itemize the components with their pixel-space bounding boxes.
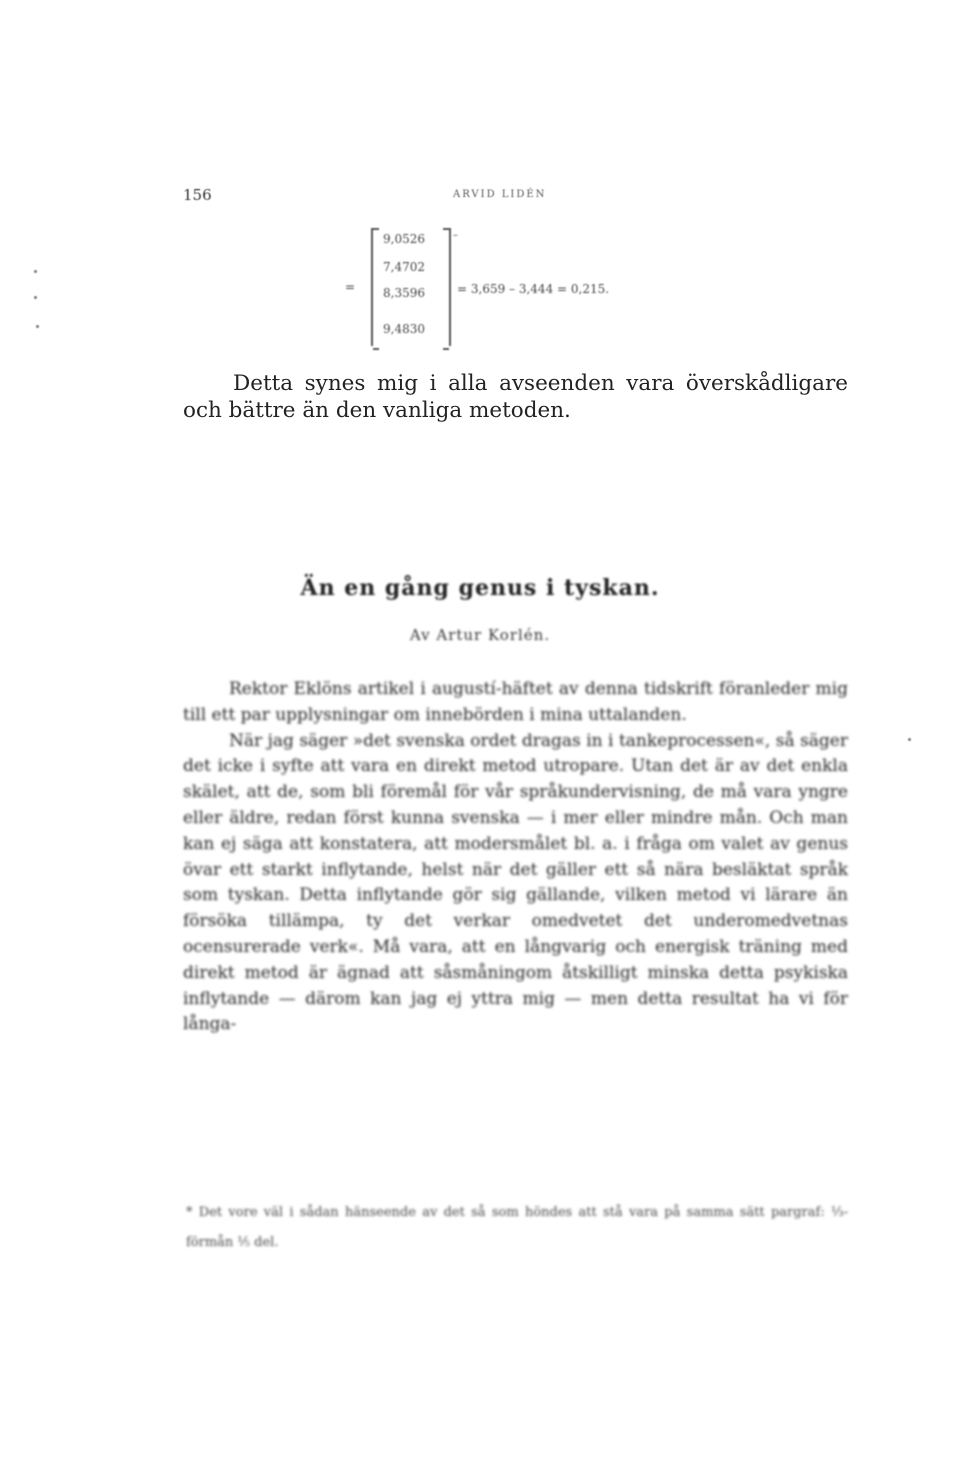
scan-speck <box>34 296 37 299</box>
intro-paragraph <box>183 370 848 424</box>
matrix-row: 9,4830 <box>383 322 425 336</box>
matrix-row: 8,3596 <box>383 286 425 300</box>
matrix-row: 9,0526 <box>383 232 425 246</box>
formula-result: = 3,659 – 3,444 = 0,215. <box>457 282 610 296</box>
matrix-superscript: – <box>453 230 458 241</box>
formula-equals: = <box>345 280 356 294</box>
scan-speck <box>908 738 911 741</box>
body-paragraph: Rektor Eklöns artikel i augustí-häftet av denna tidskrift föranleder mig till ett par upplysningar om innebörden i mina uttalanden. <box>183 679 848 725</box>
running-head: ARVID LIDÉN <box>453 189 547 200</box>
article-body <box>183 677 848 1038</box>
scan-speck <box>34 270 37 273</box>
article-byline: Av Artur Korlén. <box>409 626 551 644</box>
article-title: Än en gång genus i tyskan. <box>300 575 660 601</box>
body-paragraph: När jag säger »det svenska ordet dragas in i tankeprocessen«, så säger det icke i syfte att vara en direkt metod utropare. Utan det är av det enkla skälet, att de, som bli föremål för vår språkundervisning, de må vara yngre eller äldre, redan först kunna svenska — i mer eller mindre mån. Och man kan ej säga att konstatera, att modersmålet bl. a. i fråga om valet av genus övar ett starkt inflytande, helst när det gäller ett så nära besläktat språk som tyskan. Detta inflytande gör sig gällande, vilken metod vi lärare än försöka tillämpa, ty det verkar omedvetet det underomedvetnas ocensurerade verk«. Må vara, att en långvarig och energisk träning med direkt metod är ägnad att såsmåningom åtskilligt minska detta psykiska inflytande — därom kan jag ej yttra mig — men detta resultat ha vi för långa- <box>183 730 848 1035</box>
intro-line: och bättre än den vanliga metoden. <box>183 398 571 423</box>
page-number: 156 <box>183 186 212 204</box>
intro-line: Detta synes mig i alla avseenden vara överskådligare <box>233 371 848 396</box>
matrix-row: 7,4702 <box>383 260 425 274</box>
footnote: * Det vore väl i sådan hänseende av det så som höndes att stå vara på samma sätt pargraf: ⅓-förmån ⅕ del. <box>186 1205 848 1250</box>
scan-speck <box>36 325 39 328</box>
matrix-bracket <box>371 228 451 346</box>
matrix-formula <box>345 228 725 348</box>
page-header <box>183 186 823 206</box>
